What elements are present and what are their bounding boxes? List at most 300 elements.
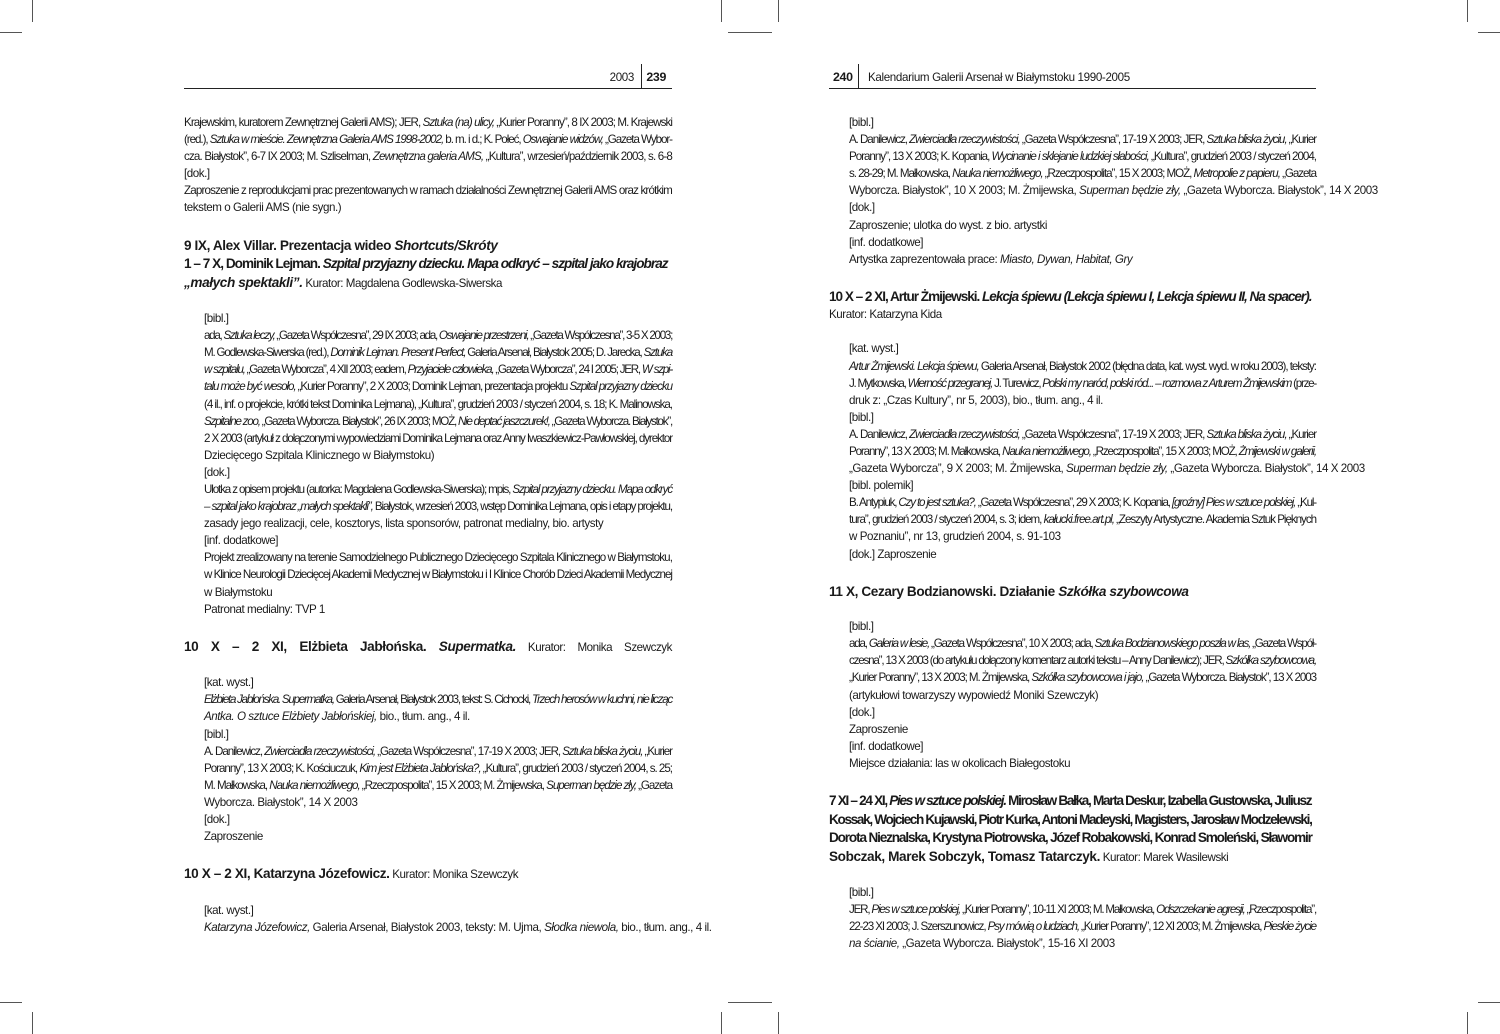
text-line [829, 443, 1316, 460]
text-run: Poranny”, 13 X 2003; M. Małkowska, [849, 445, 1003, 458]
entry-heading [184, 274, 672, 294]
text-run: Projekt zrealizowany na terenie Samodzielnego Publicznego Dziecięcego Szpitala Klinicznego w Białymstoku, [204, 551, 672, 565]
text-line [829, 511, 1316, 528]
entry-heading [829, 848, 1316, 868]
header-divider [858, 64, 859, 89]
text-run: Nauka niemożliwego, [1002, 445, 1091, 458]
crop-mark [32, 0, 33, 22]
text-run: „Gazeta Współczesna”, 17-19 X 2003; JER, [375, 744, 563, 758]
text-run: zasady jego realizacji, cele, kosztorys, lista sponsorów, patronat medialny, bio. artysty [204, 517, 604, 531]
page-body [184, 114, 712, 936]
text-run: Superman będzie zły, [1066, 462, 1168, 476]
running-header [184, 70, 672, 89]
text-run: „Gazeta Współczesna”, 17-19 X 2003; JER, [1019, 133, 1207, 147]
text-run: Miasto, Dywan, Habitat, Gry [1000, 252, 1133, 266]
text-line [184, 327, 672, 344]
text-run: Kurator: Magdalena Godlewska-Siwerska [302, 276, 503, 290]
text-run: Sobczak, Marek Sobczyk, Tomasz Tatarczyk. [829, 848, 1100, 864]
text-run: Szkółka szybowcowa, [1225, 654, 1316, 668]
text-line [829, 426, 1316, 443]
crop-mark [778, 1012, 779, 1034]
text-run: tekstem o Galerii AMS (nie sygn.) [184, 201, 342, 215]
spacer [184, 885, 672, 902]
text-run: [groźny] Pies w sztuce polskiej, [1171, 496, 1296, 510]
text-run: Szpital przyjazny dziecku [569, 380, 672, 394]
text-run: „Rzeczpospolita”, 15 X 2003; MOŻ, [1042, 167, 1194, 181]
crop-mark [1467, 0, 1468, 22]
text-run: „Gazeta Współczesna”, 17-19 X 2003; JER, [1019, 427, 1207, 441]
entry-heading [829, 792, 1316, 811]
text-run: w Poznaniu”, nr 13, grudzień 2004, s. 91-103 [849, 530, 1061, 544]
page-body [829, 114, 1378, 952]
text-line [829, 884, 1316, 901]
text-line [829, 358, 1316, 375]
text-line [184, 515, 672, 532]
text-run: Galeria Arsenał, Białystok 2005; D. Jarecka, [465, 346, 644, 360]
text-run: „Gazeta Współczesna”, 10 X 2003; ada, [929, 637, 1095, 651]
text-run: Polski my naród, polski ród... – rozmowa z Arturem Żmijewskim [1042, 376, 1292, 390]
text-run: Elżbieta Jabłońska. Supermatka, [204, 693, 334, 707]
text-run: Sztuka [643, 346, 672, 360]
text-run: – szpital jako krajobraz „małych spektakli”, [204, 500, 373, 514]
text-run: Odszczekanie agresji, [1156, 903, 1245, 917]
text-run: [dok.] [204, 813, 230, 826]
text-line [184, 344, 672, 361]
text-line [829, 528, 1316, 545]
text-run: [bibl. polemik] [849, 479, 914, 493]
text-run: Dorota Nieznalska, Krystyna Piotrowska, Józef Robakowski, Konrad Smoleński, Sławomir [829, 830, 1312, 845]
text-run: Wycinanie i sklejanie ludzkiej słabości, [991, 150, 1149, 164]
text-run: Sztuka bliska życiu, [1206, 427, 1287, 441]
text-line [829, 306, 1316, 323]
text-run: Sztuka Bodzianowskiego poszła w las, [1094, 637, 1251, 651]
text-run: s. 28-29; M. Małkowska, [849, 167, 953, 181]
text-run: Kossak, Wojciech Kujawski, Piotr Kurka, Antoni Madeyski, Magisters, Jarosław Modzelewski, [829, 811, 1312, 827]
text-run: „Gazeta Współczesna”, 3-5 X 2003; [528, 329, 673, 343]
text-run: Lekcja śpiewu (Lekcja śpiewu I, Lekcja śpiewu II, Na spacer). [982, 288, 1312, 304]
text-run: [dok.] [204, 465, 230, 479]
text-run: [bibl.] [849, 620, 874, 634]
text-line [829, 687, 1316, 704]
text-line [829, 738, 1316, 755]
text-line [829, 165, 1316, 182]
text-run: „Kurier Poranny”, 13 X 2003; M. Żmijewska, [849, 671, 1032, 685]
text-run: „Gazeta [1279, 167, 1317, 181]
text-line [829, 114, 1316, 131]
text-run: ada, [849, 637, 869, 651]
text-run: „Kurier [1286, 427, 1317, 441]
text-run: na ścianie, [849, 937, 900, 951]
text-run: „Gazeta Wyborcza”, 4 XII 2003; eadem, [244, 363, 408, 377]
text-run: „Rzeczpospolita”, 15 X 2003; MOŻ, [1090, 445, 1239, 458]
text-line [184, 310, 672, 327]
text-run: „Gazeta Współ- [1250, 637, 1316, 651]
text-line [184, 199, 672, 216]
page-number: 240 [833, 70, 853, 84]
text-run: Szkółka szybowcowa [1058, 583, 1189, 599]
text-run: Artystka zaprezentowała prace: [849, 252, 1001, 266]
text-run: Galeria w lesie, [868, 637, 930, 651]
header-year: 2003 [609, 71, 634, 84]
text-run: Poranny”, 13 X 2003; K. Kopania, [849, 150, 992, 164]
text-line [829, 182, 1378, 199]
text-line [184, 691, 672, 708]
crop-mark [32, 1012, 33, 1034]
text-run: Artur Żmijewski. Lekcja śpiewu, [849, 359, 979, 373]
text-line [184, 674, 672, 691]
text-run: Sztuka bliska życiu, [1206, 133, 1287, 147]
text-run: A. Danilewicz, [849, 427, 910, 441]
text-run: Krajewskim, kuratorem Zewnętrznej Galerii AMS); JER, [184, 116, 423, 129]
text-run: kałucki.free.art.pl, [1043, 513, 1114, 527]
text-run: 22-23 XI 2003; J. Szerszunowicz, [849, 920, 988, 934]
entry-heading [829, 288, 1316, 307]
text-run: A. Danilewicz, [849, 133, 910, 147]
text-run: czesna”, 13 X 2003 (do artykułu dołączony komentarz autorki tekstu – Anny Danilewicz); JER, [849, 654, 1226, 668]
text-run: w Klinice Neurologii Dziecięcej Akademii Medycznej w Białymstoku i I Klinice Chorób Dzieci Akademii Medycznej [204, 568, 672, 582]
text-run: (prze- [1291, 376, 1316, 390]
text-run: cza. Białystok”, 6-7 IX 2003; M. Szliselman, [184, 150, 373, 164]
text-run: Poranny”, 13 X 2003; K. Kościuczuk, [204, 761, 360, 775]
text-run: „Gazeta Wyborcza. Białystok”, 13 X 2003 [1143, 671, 1316, 685]
text-run: W szpi- [641, 363, 672, 377]
text-run: Wierność przegranej, [907, 376, 993, 390]
text-line [829, 494, 1316, 511]
text-run: Nie deptać jaszczurek!, [457, 414, 550, 428]
entry-heading [829, 583, 1316, 602]
text-run: „Gazeta Wyborcza. Białystok”, 14 X 2003 [1167, 462, 1365, 476]
text-run: [dok.] [849, 705, 875, 719]
text-run: [kat. wyst.] [204, 903, 254, 917]
text-run: „Gazeta Współczesna”, 29 IX 2003; ada, [274, 329, 439, 343]
text-line [184, 777, 672, 794]
crop-mark [0, 32, 22, 33]
text-run: „Kul- [1295, 496, 1316, 510]
text-line [829, 704, 1316, 721]
text-run: A. Danilewicz, [204, 744, 265, 758]
text-run: Galeria Arsenał, Białystok 2003, tekst: S. Cichocki, [333, 693, 532, 707]
text-run: Galeria Arsenał, Białystok 2003, teksty: M. Ujma, [309, 920, 545, 934]
page-number: 239 [646, 70, 666, 84]
text-run: „Kurier Poranny”, 12 XI 2003; M. Żmijewska, [1078, 920, 1264, 934]
text-line [829, 340, 1316, 357]
text-run: Mirosław Bałka, Marta Deskur, Izabella Gustowska, Juliusz [1005, 793, 1312, 808]
text-line [829, 234, 1316, 251]
entry-heading [829, 829, 1316, 848]
text-run: druk z: „Czas Kultury”, nr 5, 2003), bio., tłum. ang., 4 il. [849, 393, 1103, 407]
text-line [829, 131, 1316, 148]
header-title: Kalendarium Galerii Arsenał w Białymstoku 1990-2005 [868, 71, 1130, 84]
text-run: w szpitalu, [204, 363, 245, 377]
text-run: tura”, grudzień 2003 / styczeń 2004, s. 3; idem, [849, 513, 1044, 527]
text-line [184, 131, 672, 148]
text-run: „Kultura”, grudzień 2003 / styczeń 2004, [1148, 150, 1316, 164]
text-run: Czy to jest sztuka?, [898, 496, 976, 510]
spacer [184, 657, 672, 674]
text-run: Dziecięcego Szpitala Klinicznego w Białymstoku) [204, 448, 435, 462]
running-header [829, 70, 1316, 89]
text-run: Supermatka. [438, 638, 516, 654]
text-run: „Kurier [1286, 133, 1317, 147]
text-run: 11 X, Cezary Bodzianowski. Działanie [829, 583, 1059, 599]
text-run: Antka. O sztuce Elżbiety Jabłońskiej, [204, 710, 377, 724]
text-run: Pies w sztuce polskiej, [871, 903, 961, 917]
text-run: Patronat medialny: TVP 1 [204, 602, 325, 616]
text-run: [dok.] Zaproszenie [849, 547, 937, 561]
text-line [184, 743, 672, 760]
text-run: b. m. i d.; K. Połeć, [443, 133, 523, 147]
text-run: „Kurier Poranny”, 8 IX 2003; M. Krajewski [494, 116, 672, 129]
text-line [184, 447, 672, 464]
text-line [184, 148, 672, 165]
text-run: Białystok, wrzesień 2003, wstęp Dominika Lejmana, opis i etapy projektu, [372, 500, 673, 514]
text-run: „małych spektakli”. [184, 274, 303, 290]
text-run: [bibl.] [204, 312, 229, 326]
text-run: Zaproszenie [204, 830, 263, 844]
text-run: „Gazeta Wyborcza. Białystok”, 26 IX 2003; MOŻ, [259, 414, 458, 428]
text-line [184, 464, 672, 481]
text-run: Metropolie z papieru, [1193, 167, 1280, 181]
text-run: [dok.] [184, 167, 210, 181]
text-run: Wyborcza. Białystok”, 10 X 2003; M. Żmijewska, [849, 184, 1080, 198]
crop-mark [728, 32, 750, 33]
text-run: M. Małkowska, [204, 778, 270, 792]
text-run: (red.), [184, 133, 210, 147]
text-run: [kat. wyst.] [204, 676, 254, 690]
text-line [829, 721, 1316, 738]
text-run: Przyjaciele człowieka, [407, 363, 494, 377]
text-run: „Kultura”, wrzesień/październik 2003, s. 6-8 [483, 150, 673, 164]
text-run: [dok.] [849, 201, 875, 215]
text-run: Shortcuts/Skróty [394, 237, 498, 253]
text-run: „Zeszyty Artystyczne. Akademia Sztuk Pięknych [1113, 513, 1317, 527]
crop-mark [721, 0, 722, 22]
text-line [829, 901, 1316, 918]
text-line [184, 919, 712, 936]
text-run: „Gazeta Wyborcza. Białystok”, 14 X 2003 [1180, 184, 1378, 198]
text-run: 1 – 7 X, Dominik Lejman. [184, 256, 323, 272]
text-run: Psy mówią o ludziach, [987, 920, 1079, 934]
text-line [184, 601, 672, 618]
text-run: bio., tłum. ang., 4 il. [376, 710, 470, 724]
text-run: Wyborcza. Białystok”, 14 X 2003 [204, 795, 358, 809]
text-run: „Rzeczpospolita”, 15 X 2003; M. Żmijewska, [359, 778, 547, 792]
text-run: [bibl.] [849, 410, 874, 424]
text-run: Dominik Lejman. Present Perfect, [330, 346, 466, 360]
text-run: Zaproszenie [849, 722, 908, 736]
text-run: Zaproszenie z reprodukcjami prac prezentowanych w ramach działalności Zewnętrznej Galerii AMS oraz krótkim [184, 184, 672, 198]
text-run: „Gazeta Wyborcza. Białystok”, 15-16 XI 2003 [899, 937, 1115, 951]
text-run: Oswajanie przestrzeni, [438, 329, 529, 343]
text-run: Żmijewski w galerii, [1238, 445, 1316, 458]
text-run: [inf. dodatkowe] [204, 534, 279, 548]
text-line [184, 481, 672, 498]
text-line [829, 669, 1316, 686]
text-line [184, 361, 672, 378]
text-line [829, 409, 1316, 426]
text-line [184, 498, 672, 515]
text-run: 10 X – 2 XI, Artur Żmijewski. [829, 288, 983, 304]
text-run: Katarzyna Józefowicz, [204, 920, 310, 934]
text-run: 2 X 2003 (artykuł z dołączonymi wypowiedziami Dominika Lejmana oraz Anny Iwaszkiewicz-Pawłowskiej, dyrektor [204, 431, 673, 445]
text-line [184, 760, 672, 777]
text-run: Superman będzie zły, [546, 778, 636, 792]
text-run: „Gazeta Wyborcza”, 9 X 2003; M. Żmijewska, [849, 462, 1067, 476]
text-run: Sztuka leczy, [223, 329, 275, 343]
text-run: „Rzeczpospolita”, [1244, 903, 1317, 917]
text-run: Kurator: Monika Szewczyk [389, 868, 519, 882]
text-line [184, 378, 672, 395]
text-run: Nauka niemożliwego, [269, 778, 360, 792]
text-run: Superman będzie zły, [1079, 184, 1181, 198]
text-line [184, 902, 672, 919]
text-run: Szpital przyjazny dziecku. Mapa odkryć – szpital jako krajobraz [322, 256, 668, 272]
text-line [829, 477, 1316, 494]
text-line [829, 375, 1316, 392]
text-run: „Gazeta [635, 778, 672, 792]
text-line [829, 546, 1316, 563]
text-run: [inf. dodatkowe] [849, 739, 924, 753]
text-run: „Kultura”, grudzień 2003 / styczeń 2004, s. 25; [480, 761, 672, 775]
text-run: [bibl.] [849, 116, 874, 129]
text-run: J. Mytkowska, [849, 376, 908, 390]
text-run: [inf. dodatkowe] [849, 235, 924, 249]
right-page [829, 0, 1378, 1034]
text-run: Kurator: Monika Szewczyk [516, 640, 672, 654]
text-line [184, 811, 672, 828]
text-run: Zewnętrzna galeria AMS, [372, 150, 484, 164]
text-run: M. Godlewska-Siwerska (red.), [204, 346, 331, 360]
crop-mark [778, 0, 779, 22]
entry-heading [184, 865, 672, 885]
text-run: „Gazeta Wyborcza”, 24 I 2005; JER, [493, 363, 642, 377]
text-line [184, 430, 672, 447]
text-line [829, 635, 1316, 652]
text-run: (4 il., inf. o projekcie, krótki tekst Dominika Lejmana), „Kultura”, grudzień 2003 / styczeń 2004, s. 18; K. Malinowska, [204, 397, 672, 411]
text-run: B. Antypiuk, [849, 496, 899, 510]
text-run: „Kurier Poranny”, 2 X 2003; Dominik Lejman, prezentacja projektu [295, 380, 570, 394]
crop-mark [721, 1012, 722, 1034]
text-line [829, 652, 1316, 669]
crop-mark [0, 1002, 22, 1003]
text-line [829, 392, 1316, 409]
crop-mark [750, 32, 772, 33]
text-line [184, 584, 672, 601]
text-run: „Kurier [642, 744, 672, 758]
text-run: Kim jest Elżbieta Jabłońska?, [359, 761, 481, 775]
text-run: Ulotka z opisem projektu (autorka: Magdalena Godlewska-Siwerska); mpis, [204, 483, 513, 496]
text-line [829, 251, 1316, 268]
text-run: Słodka niewola, [544, 920, 619, 934]
left-page [184, 0, 712, 1034]
spacer [184, 293, 672, 310]
crop-mark [1478, 32, 1500, 33]
entry-heading [829, 811, 1316, 830]
crop-mark [750, 1002, 772, 1003]
text-run: Szpitalne zoo, [204, 414, 260, 428]
text-line [184, 794, 672, 811]
text-line [184, 165, 672, 182]
text-line [829, 460, 1365, 477]
text-line [829, 935, 1316, 952]
text-run: [bibl.] [204, 727, 229, 741]
text-run: „Kurier Poranny”, 10-11 XI 2003; M. Małkowska, [960, 903, 1157, 917]
entry-heading [184, 255, 672, 274]
text-run: [bibl.] [849, 886, 874, 899]
spacer [829, 323, 1316, 340]
text-run: Szpital przyjazny dziecku. Mapa odkryć [512, 483, 672, 496]
text-line [184, 396, 672, 413]
spacer [829, 867, 1316, 884]
spacer [829, 601, 1316, 618]
text-line [829, 199, 1316, 216]
text-run: 7 XI – 24 XI, [829, 793, 890, 808]
crop-mark [728, 1002, 750, 1003]
text-line [184, 413, 672, 430]
text-run: [kat. wyst.] [849, 342, 899, 356]
entry-heading [184, 638, 672, 658]
text-run: Zwierciadła rzeczywistości, [909, 427, 1020, 441]
text-line [184, 114, 672, 131]
text-run: bio., tłum. ang., 4 il. [618, 920, 712, 934]
text-run: (artykułowi towarzyszy wypowiedź Moniki Szewczyk) [849, 688, 1099, 702]
text-line [829, 618, 1316, 635]
text-run: JER, [849, 903, 872, 917]
text-run: Pieskie życie [1263, 920, 1316, 934]
text-line [184, 532, 672, 549]
text-run: „Gazeta Wyborcza. Białystok”, [549, 414, 672, 428]
text-run: Miejsce działania: las w okolicach Białegostoku [849, 756, 1071, 770]
text-run: 9 IX, Alex Villar. Prezentacja wideo [184, 237, 395, 253]
text-line [829, 148, 1316, 165]
text-run: ada, [204, 329, 224, 343]
text-run: Szkółka szybowcowa i jajo, [1031, 671, 1144, 685]
text-run: talu może być wesoło, [204, 380, 296, 394]
text-line [184, 726, 672, 743]
text-line [184, 566, 672, 583]
text-line [829, 217, 1316, 234]
text-run: Nauka niemożliwego, [952, 167, 1043, 181]
text-line [829, 755, 1316, 772]
text-line [184, 182, 672, 199]
text-line [829, 918, 1316, 935]
text-run: Sztuka bliska życiu, [562, 744, 643, 758]
text-run: 10 X – 2 XI, Katarzyna Józefowicz. [184, 866, 390, 882]
text-run: Trzech herosów w kuchni, nie licząc [531, 693, 672, 707]
text-run: Sztuka w mieście. Zewnętrzna Galeria AMS 1998-2002, [209, 133, 444, 147]
text-run: „Gazeta Współczesna”, 29 X 2003; K. Kopania, [975, 496, 1172, 510]
text-run: w Białymstoku [204, 585, 273, 599]
header-divider [641, 64, 642, 89]
text-run: Oswajanie widzów, [522, 133, 603, 147]
text-run: Pies w sztuce polskiej. [889, 793, 1006, 808]
text-run: J. Turewicz, [992, 376, 1043, 390]
text-run: Kurator: Marek Wasilewski [1099, 850, 1229, 864]
text-run: Kurator: Katarzyna Kida [829, 308, 942, 322]
text-line [184, 549, 672, 566]
text-run: Galeria Arsenał, Białystok 2002 (błędna data, kat. wyst. wyd. w roku 2003), teksty: [978, 359, 1316, 373]
entry-heading [184, 237, 672, 256]
text-run: Zaproszenie; ulotka do wyst. z bio. artystki [849, 218, 1047, 232]
crop-mark [1478, 1002, 1500, 1003]
text-run: 10 X – 2 XI, Elżbieta Jabłońska. [184, 638, 439, 654]
text-run: Sztuka (na) ulicy, [422, 116, 495, 129]
text-run: Zwierciadła rzeczywistości, [264, 744, 376, 758]
text-run: Zwierciadła rzeczywistości, [909, 133, 1020, 147]
crop-mark [1467, 1012, 1468, 1034]
text-line [184, 828, 672, 845]
text-line [184, 708, 672, 725]
